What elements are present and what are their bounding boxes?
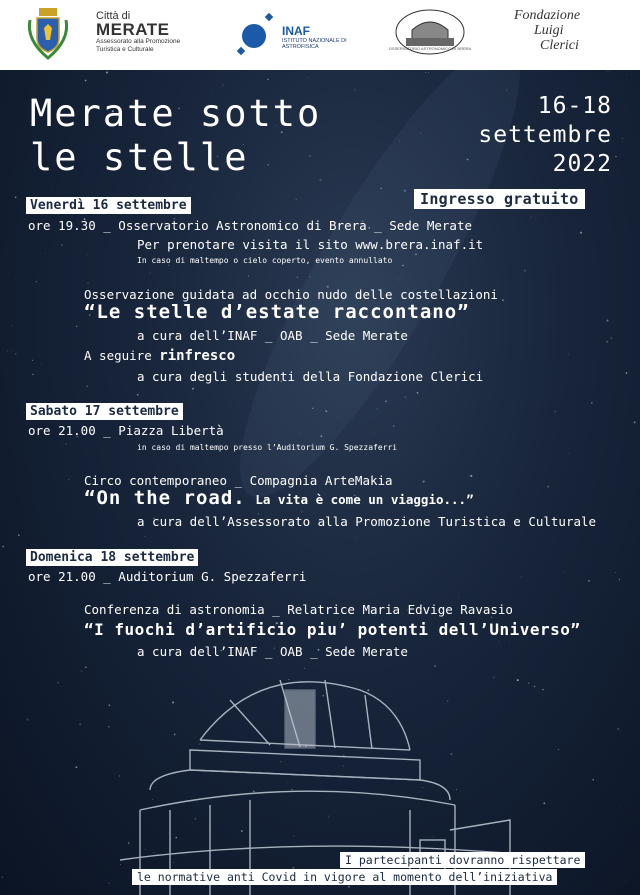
day1-description: Osservazione guidata ad occhio nudo delle costellazioni: [84, 287, 498, 302]
star: [41, 363, 42, 364]
star: [524, 270, 526, 272]
star: [86, 254, 87, 255]
star: [61, 244, 63, 246]
star: [622, 305, 623, 306]
day2-description: Circo contemporaneo _ Compagnia ArteMakia: [84, 473, 393, 488]
star: [405, 396, 407, 398]
star: [580, 232, 582, 234]
dates-line-3: 2022: [552, 151, 612, 177]
star: [296, 199, 297, 200]
day1-event-title: “Le stelle d’estate raccontano”: [84, 301, 470, 323]
star: [607, 320, 609, 322]
dates-line-2: settembre: [478, 122, 612, 148]
star: [592, 779, 594, 781]
merate-text: MERATE: [96, 20, 170, 39]
star: [534, 686, 536, 688]
star: [572, 539, 573, 540]
star: [375, 434, 376, 435]
star: [15, 197, 17, 199]
star: [521, 576, 522, 577]
star: [619, 807, 620, 808]
star: [390, 387, 391, 388]
day1-follow-up: [84, 348, 235, 364]
day2-event-rest: La vita è come un viaggio...”: [255, 492, 474, 507]
star: [85, 80, 87, 82]
star: [248, 276, 249, 277]
star: [499, 641, 500, 642]
star: [12, 350, 13, 351]
star: [32, 360, 33, 361]
star: [2, 876, 4, 878]
star: [221, 590, 222, 591]
star: [428, 72, 429, 73]
star: [608, 694, 609, 695]
star: [68, 479, 69, 480]
star: [8, 272, 9, 273]
star: [45, 253, 46, 254]
star: [606, 341, 608, 343]
title-line-2: le stelle: [30, 136, 249, 179]
fondazione-clerici-logo: [514, 8, 580, 53]
star: [86, 385, 88, 387]
star: [531, 217, 532, 218]
star: [608, 71, 609, 72]
star: [468, 476, 469, 477]
star: [259, 254, 260, 255]
fondazione-text: Fondazione: [514, 8, 581, 23]
day3-event-title: “I fuochi d’artificio piu’ potenti dell’Universo”: [84, 620, 581, 639]
star: [591, 402, 593, 404]
star: [423, 480, 425, 482]
star: [85, 667, 86, 668]
assessorato-text: Assessorato alla Promozione Turistica e Culturale: [96, 38, 181, 53]
dates-line-1: 16-18: [537, 93, 612, 119]
star: [80, 670, 82, 672]
star: [65, 443, 67, 445]
star: [314, 532, 315, 533]
star: [192, 388, 194, 390]
day3-organizer: a cura dell’INAF _ OAB _ Sede Merate: [137, 644, 408, 659]
title-line-1: Merate sotto: [30, 92, 322, 135]
day1-follow-up-prefix: A seguire: [84, 348, 152, 363]
star: [563, 571, 564, 572]
star: [569, 453, 570, 454]
star: [509, 641, 510, 642]
star: [385, 401, 387, 403]
star: [621, 137, 623, 139]
star: [308, 77, 309, 78]
star: [417, 392, 419, 394]
day2-weather-note: in caso di maltempo presso l’Auditorium G. Spezzaferri: [137, 443, 398, 452]
citta-di-text: Città di: [96, 10, 131, 22]
merate-crest-icon: [24, 6, 72, 62]
star: [625, 881, 626, 882]
star: [356, 538, 357, 539]
star: [15, 353, 16, 354]
star: [451, 512, 452, 513]
star: [301, 511, 303, 513]
star: [27, 719, 29, 721]
day1-follow-up-bold: rinfresco: [159, 348, 236, 364]
day2-tag: Sabato 17 settembre: [26, 403, 183, 420]
star: [12, 325, 14, 327]
clerici-text: Clerici: [540, 38, 579, 53]
star: [87, 282, 89, 284]
star: [158, 468, 159, 469]
star: [425, 72, 426, 73]
observatory-caption: OSSERVATORIO ASTRONOMICO DI BRERA: [388, 46, 472, 51]
star: [72, 340, 73, 341]
observatory-logo-icon: [392, 6, 468, 62]
day1-booking: Per prenotare visita il sito www.brera.inaf.it: [137, 237, 484, 252]
star: [0, 471, 1, 472]
star: [617, 728, 619, 730]
event-dates: [478, 92, 612, 179]
star: [144, 536, 146, 538]
star: [615, 156, 616, 157]
star: [513, 410, 514, 411]
star: [2, 546, 4, 548]
star: [297, 276, 299, 278]
free-entry-badge: Ingresso gratuito: [414, 189, 585, 209]
day2-time-location: ore 21.00 _ Piazza Libertà: [28, 423, 224, 438]
star: [470, 475, 472, 477]
star: [558, 749, 559, 750]
poster-title: [30, 92, 321, 180]
star: [18, 534, 20, 536]
star: [580, 730, 581, 731]
citta-di-merate-logo: [96, 10, 196, 54]
day3-time-location: ore 21.00 _ Auditorium G. Spezzaferri: [28, 569, 307, 584]
day1-organizer-2: a cura degli studenti della Fondazione Clerici: [137, 369, 484, 384]
star: [106, 72, 108, 74]
inaf-subtitle: ISTITUTO NAZIONALE DI ASTROFISICA: [282, 38, 347, 50]
day1-organizer: a cura dell’INAF _ OAB _ Sede Merate: [137, 328, 408, 343]
star: [150, 273, 151, 274]
day1-weather-note: In caso di maltempo o cielo coperto, evento annullato: [137, 256, 393, 265]
inaf-logo-icon: [232, 10, 280, 58]
star: [634, 421, 636, 423]
star: [555, 411, 556, 412]
star: [547, 486, 549, 488]
star: [230, 276, 231, 277]
star: [611, 338, 612, 339]
star: [36, 281, 37, 282]
star: [32, 374, 33, 375]
star: [52, 188, 53, 189]
day3-tag: Domenica 18 settembre: [26, 549, 198, 566]
star: [588, 580, 590, 582]
star: [626, 74, 627, 75]
day2-event-title: [84, 487, 474, 509]
day2-organizer: a cura dell’Assessorato alla Promozione Turistica e Culturale: [137, 514, 597, 529]
star: [568, 354, 569, 355]
day1-tag: Venerdì 16 settembre: [26, 197, 191, 214]
star: [506, 182, 507, 183]
luigi-text: Luigi: [534, 23, 564, 38]
star: [551, 539, 552, 540]
day1-time-location: ore 19.30 _ Osservatorio Astronomico di Brera _ Sede Merate: [28, 218, 473, 233]
star: [502, 299, 504, 301]
star: [137, 394, 139, 396]
star: [626, 372, 628, 374]
sponsor-header: [0, 0, 640, 70]
day2-event-bold: “On the road.: [84, 487, 246, 509]
star: [582, 691, 583, 692]
day3-description: Conferenza di astronomia _ Relatrice Maria Edvige Ravasio: [84, 602, 513, 617]
inaf-text: INAF: [282, 24, 310, 38]
star: [79, 723, 81, 725]
star: [49, 797, 50, 798]
star: [458, 597, 459, 598]
star: [76, 326, 77, 327]
star: [615, 572, 616, 573]
star: [57, 682, 59, 684]
star: [393, 425, 394, 426]
inaf-wordmark: [282, 24, 352, 50]
covid-notice-line-1: I partecipanti dovranno rispettare: [340, 852, 585, 868]
star: [267, 79, 268, 80]
star: [619, 579, 620, 580]
star: [542, 689, 543, 690]
star: [222, 85, 223, 86]
star: [543, 802, 545, 804]
star: [623, 216, 624, 217]
star: [354, 89, 355, 90]
covid-notice-line-2: le normative anti Covid in vigore al momento dell’iniziativa: [132, 869, 557, 885]
star: [377, 408, 378, 409]
star: [7, 350, 9, 352]
star: [75, 766, 77, 768]
star: [162, 461, 163, 462]
